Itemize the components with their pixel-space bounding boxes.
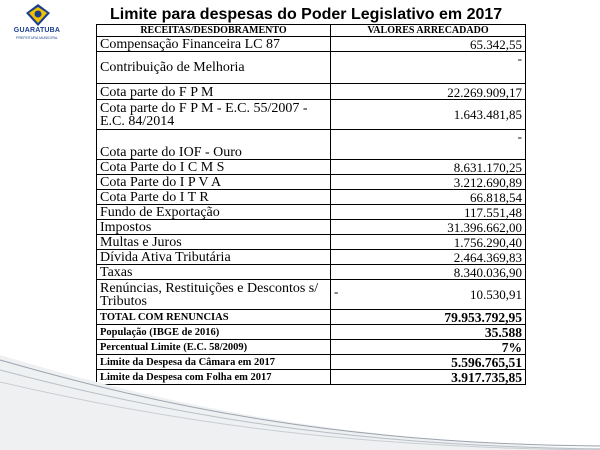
table-header-row <box>97 25 526 37</box>
row-value: 65.342,55 <box>331 37 526 52</box>
table-row <box>97 84 526 100</box>
summary-label: População (IBGE de 2016) <box>97 325 331 340</box>
row-label: Cota parte do IOF - Ouro <box>97 130 331 160</box>
summary-value: 35.588 <box>331 325 526 340</box>
row-label: Fundo de Exportação <box>97 205 331 220</box>
summary-row <box>97 325 526 340</box>
row-label: Cota parte do F P M <box>97 84 331 100</box>
summary-value: 79.953.792,95 <box>331 310 526 325</box>
summary-label: Limite da Despesa com Folha em 2017 <box>97 370 331 385</box>
table-row <box>97 100 526 130</box>
table-row <box>97 52 526 84</box>
summary-label: TOTAL COM RENUNCIAS <box>97 310 331 325</box>
table-row <box>97 265 526 280</box>
table-row <box>97 205 526 220</box>
table-row <box>97 190 526 205</box>
row-value: 66.818,54 <box>331 190 526 205</box>
table-row <box>97 250 526 265</box>
table-row <box>97 280 526 310</box>
row-value: 2.464.369,83 <box>331 250 526 265</box>
row-value: 22.269.909,17 <box>331 84 526 100</box>
page-title: Limite para despesas do Poder Legislativo em 2017 <box>110 6 503 23</box>
row-value: 31.396.662,00 <box>331 220 526 235</box>
summary-value: 5.596.765,51 <box>331 355 526 370</box>
row-value: 117.551,48 <box>331 205 526 220</box>
row-label: Renúncias, Restituições e Descontos s/ Tributos <box>97 280 331 310</box>
guaratuba-emblem-icon <box>26 4 50 26</box>
table-row <box>97 160 526 175</box>
summary-label: Percentual Limite (E.C. 58/2009) <box>97 340 331 355</box>
table-row <box>97 130 526 160</box>
table-row <box>97 220 526 235</box>
table-row <box>97 175 526 190</box>
table-row <box>97 37 526 52</box>
row-label: Multas e Juros <box>97 235 331 250</box>
row-value: 8.631.170,25 <box>331 160 526 175</box>
row-value: 10.530,91 <box>470 287 522 302</box>
row-value: 1.756.290,40 <box>331 235 526 250</box>
row-value: - <box>331 130 526 160</box>
row-value-cell <box>331 280 526 310</box>
row-label: Contribuição de Melhoria <box>97 52 331 84</box>
negative-sign: - <box>334 284 339 299</box>
column-header-values: VALORES ARRECADADO <box>331 25 526 37</box>
column-header-revenues: RECEITAS/DESDOBRAMENTO <box>97 25 331 37</box>
row-value: 3.212.690,89 <box>331 175 526 190</box>
row-label: Dívida Ativa Tributária <box>97 250 331 265</box>
row-label: Compensação Financeira LC 87 <box>97 37 331 52</box>
table-row <box>97 235 526 250</box>
row-value: 8.340.036,90 <box>331 265 526 280</box>
row-label: Cota parte do F P M - E.C. 55/2007 - E.C. 84/2014 <box>97 100 331 130</box>
decorative-swoosh <box>0 340 600 450</box>
summary-value: 3.917.735,85 <box>331 370 526 385</box>
row-value: - <box>331 52 526 84</box>
summary-label: Limite da Despesa da Câmara em 2017 <box>97 355 331 370</box>
row-label: Cota Parte do I C M S <box>97 160 331 175</box>
summary-row <box>97 310 526 325</box>
row-label: Cota Parte do I T R <box>97 190 331 205</box>
row-value: 1.643.481,85 <box>331 100 526 130</box>
summary-value: 7% <box>331 340 526 355</box>
row-label: Cota Parte do I P V A <box>97 175 331 190</box>
row-label: Taxas <box>97 265 331 280</box>
guaratuba-logo <box>6 4 68 46</box>
revenue-table <box>96 24 526 385</box>
row-label: Impostos <box>97 220 331 235</box>
logo-subtitle: PREFEITURA MUNICIPAL <box>16 36 58 40</box>
logo-name: GUARATUBA <box>13 27 61 34</box>
